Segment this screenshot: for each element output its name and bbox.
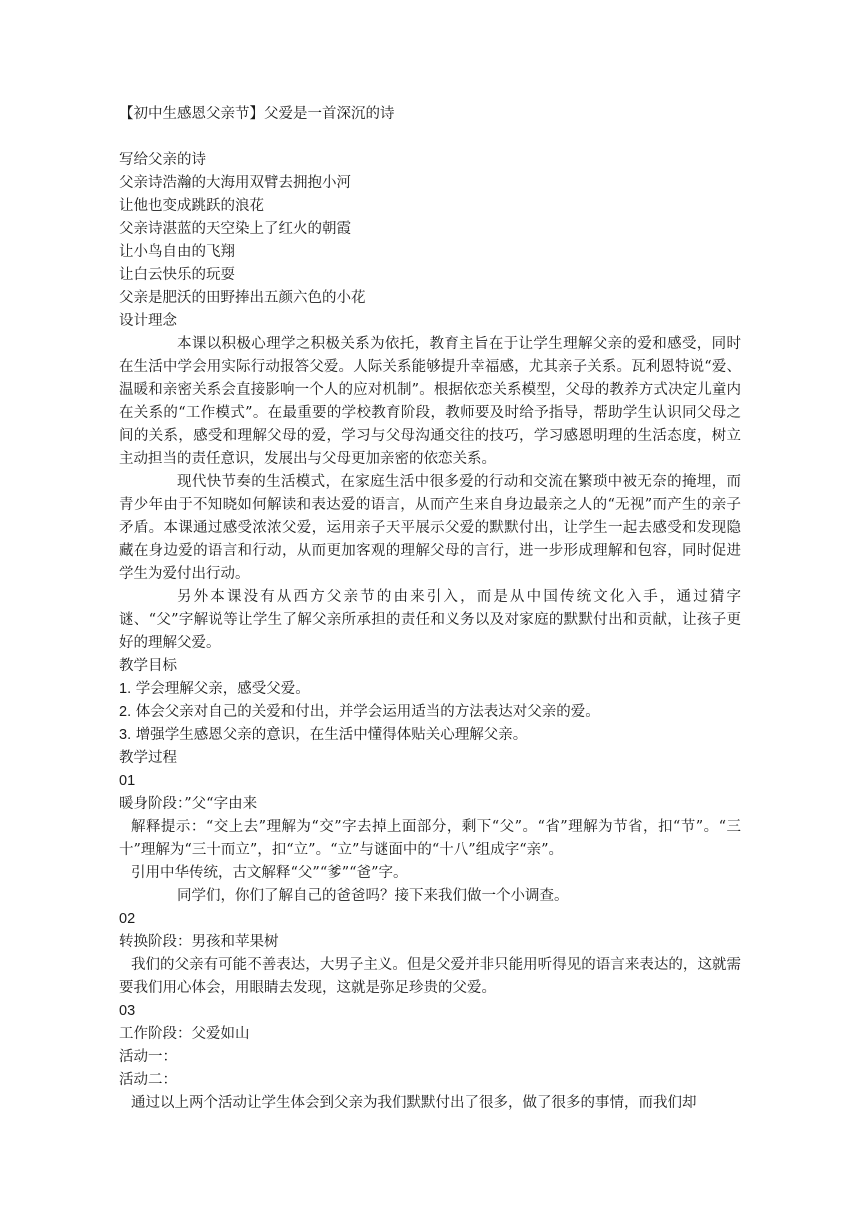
step-question: 同学们，你们了解自己的爸爸吗？接下来我们做一个小调查。 xyxy=(177,888,569,904)
goal-number: 3. xyxy=(119,727,132,743)
step-number: 02 xyxy=(119,911,136,927)
goal-text: 体会父亲对自己的关爱和付出，并学会运用适当的方法表达对父亲的爱。 xyxy=(135,704,600,720)
goal-number: 1. xyxy=(119,681,132,697)
goal-text: 学会理解父亲，感受父爱。 xyxy=(135,681,310,697)
design-paragraph: 本课以积极心理学之积极关系为依托，教育主旨在于让学生理解父亲的爱和感受，同时在生活中学会用实际行动报答父爱。人际关系能够提升幸福感，尤其亲子关系。瓦利恩特说“爱、温暖和亲密关系会直接影响一个人的应对机制”。根据依恋关系模型，父母的教养方式决定儿童内在关系的“工作模式”。在最重要的学校教育阶段，教师要及时给予指导，帮助学生认识同父母之间的关系，感受和理解父母的爱，学习与父母沟通交往的技巧，学习感恩明理的生活态度，树立主动担当的责任意识，发展出与父母更加亲密的依恋关系。 xyxy=(119,336,741,467)
step-number: 01 xyxy=(119,773,136,789)
poem-line: 父亲诗浩瀚的大海用双臂去拥抱小河 xyxy=(119,175,351,191)
poem-line: 父亲是肥沃的田野捧出五颜六色的小花 xyxy=(119,290,366,306)
poem-line: 让他也变成跳跃的浪花 xyxy=(119,198,264,214)
step-title: 工作阶段：父爱如山 xyxy=(119,1026,250,1042)
goal-text: 增强学生感恩父亲的意识，在生活中懂得体贴关心理解父亲。 xyxy=(135,727,528,743)
design-paragraph: 另外本课没有从西方父亲节的由来引入，而是从中国传统文化入手，通过猜字谜、“父”字解说等让学生了解父亲所承担的责任和义务以及对家庭的默默付出和贡献，让孩子更好的理解父爱。 xyxy=(119,589,741,651)
step-hint: 解释提示：“交上去”理解为“交”字去掉上面部分，剩下“父”。“省”理解为节省，扣“节”。“三十”理解为“三十而立”，扣“立”。“立”与谜面中的“十八”组成字“亲”。 xyxy=(119,819,741,858)
poem-line: 让小鸟自由的飞翔 xyxy=(119,244,235,260)
step-title: 暖身阶段：”父“字由来 xyxy=(119,796,258,812)
step-text: 我们的父亲有可能不善表达，大男子主义。但是父爱并非只能用听得见的语言来表达的，这就需要我们用心体会，用眼睛去发现，这就是弥足珍贵的父爱。 xyxy=(119,957,741,996)
goal-number: 2. xyxy=(119,704,132,720)
poem-line: 父亲诗湛蓝的天空染上了红火的朝霞 xyxy=(119,221,351,237)
goals-heading: 教学目标 xyxy=(119,658,177,674)
goal-item xyxy=(119,678,741,701)
step-tradition: 引用中华传统，古文解释“父”“爹”“爸”字。 xyxy=(131,865,408,881)
activity-label: 活动一： xyxy=(119,1049,177,1065)
design-heading: 设计理念 xyxy=(119,313,177,329)
poem-line: 让白云快乐的玩耍 xyxy=(119,267,235,283)
poem-heading: 写给父亲的诗 xyxy=(119,152,206,168)
step-number: 03 xyxy=(119,1003,136,1019)
step-title: 转换阶段：男孩和苹果树 xyxy=(119,934,279,950)
document-body xyxy=(119,103,741,1115)
process-heading: 教学过程 xyxy=(119,750,177,766)
goal-item xyxy=(119,724,741,747)
step-text: 通过以上两个活动让学生体会到父亲为我们默默付出了很多，做了很多的事情，而我们却 xyxy=(131,1095,697,1111)
activity-label: 活动二： xyxy=(119,1072,177,1088)
design-paragraph: 现代快节奏的生活模式，在家庭生活中很多爱的行动和交流在繁琐中被无奈的掩埋，而青少年由于不知晓如何解读和表达爱的语言，从而产生来自身边最亲之人的“无视”而产生的亲子矛盾。本课通过感受浓浓父爱，运用亲子天平展示父爱的默默付出，让学生一起去感受和发现隐藏在身边爱的语言和行动，从而更加客观的理解父母的言行，进一步形成理解和包容，同时促进学生为爱付出行动。 xyxy=(119,474,741,582)
goal-item xyxy=(119,701,741,724)
document-title: 【初中生感恩父亲节】父爱是一首深沉的诗 xyxy=(119,106,395,122)
